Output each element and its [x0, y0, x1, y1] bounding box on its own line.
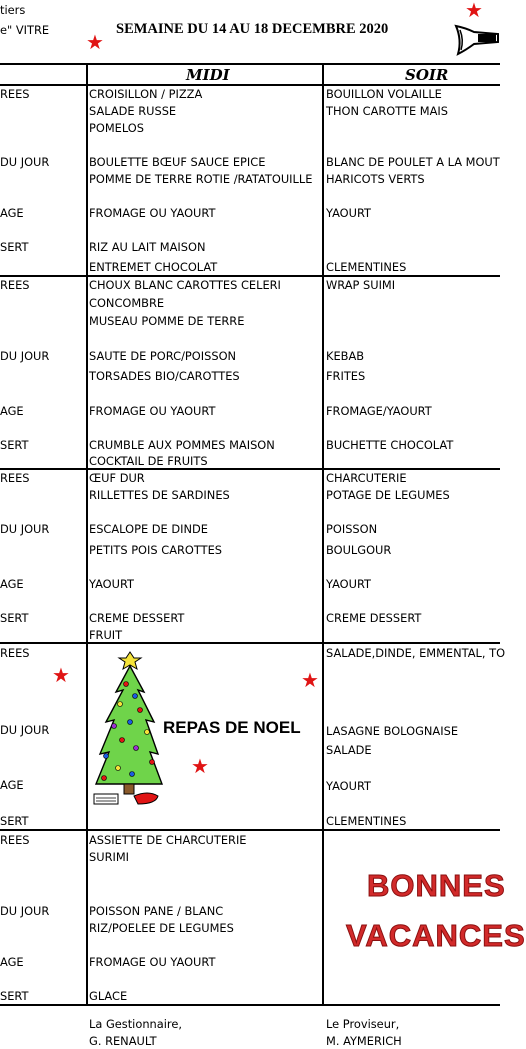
row-label-plat: DU JOUR: [0, 723, 50, 737]
menu-item: YAOURT: [326, 206, 372, 220]
row-label-plat: DU JOUR: [0, 522, 50, 536]
menu-item: GLACE: [89, 989, 128, 1003]
row-label-fromage: AGE: [0, 577, 24, 591]
row-label-plat: DU JOUR: [0, 349, 50, 363]
holiday-wish-line1: BONNES: [367, 868, 506, 903]
school-name-line2: e" VITRE: [0, 23, 50, 37]
row-label-entrees: REES: [0, 87, 30, 101]
menu-item: SALADE RUSSE: [89, 104, 177, 118]
menu-item: FROMAGE OU YAOURT: [89, 955, 216, 969]
holiday-wish-line2: VACANCES: [346, 918, 526, 953]
row-label-entrees: REES: [0, 833, 30, 847]
menu-item: CREME DESSERT: [89, 611, 185, 625]
row-label-entrees: REES: [0, 278, 30, 292]
menu-item: MUSEAU POMME DE TERRE: [89, 314, 245, 328]
menu-item: POMELOS: [89, 121, 144, 135]
menu-item: BUCHETTE CHOCOLAT: [326, 438, 454, 452]
menu-item: BLANC DE POULET A LA MOUT: [326, 155, 500, 169]
row-label-fromage: AGE: [0, 955, 24, 969]
menu-item: YAOURT: [326, 577, 372, 591]
grid-line: [0, 642, 500, 644]
row-label-plat: DU JOUR: [0, 904, 50, 918]
menu-item: HARICOTS VERTS: [326, 172, 425, 186]
menu-item: KEBAB: [326, 349, 365, 363]
menu-item: SURIMI: [89, 850, 130, 864]
menu-item: THON CAROTTE MAIS: [326, 104, 448, 118]
menu-item: POMME DE TERRE ROTIE /RATATOUILLE: [89, 172, 313, 186]
menu-item: TORSADES BIO/CAROTTES: [89, 369, 240, 383]
column-header-midi: MIDI: [186, 66, 230, 84]
menu-item: BOULGOUR: [326, 543, 392, 557]
menu-item: ŒUF DUR: [89, 471, 145, 485]
menu-item: FROMAGE/YAOURT: [326, 404, 432, 418]
menu-item: YAOURT: [89, 577, 135, 591]
menu-item: POISSON PANE / BLANC: [89, 904, 224, 918]
menu-item: FRITES: [326, 369, 366, 383]
menu-item: CRUMBLE AUX POMMES MAISON: [89, 438, 275, 452]
row-label-fromage: AGE: [0, 778, 24, 792]
row-label-dessert: SERT: [0, 814, 29, 828]
gestionnaire-title: La Gestionnaire,: [89, 1017, 182, 1031]
school-name-line1: tiers: [0, 3, 26, 17]
row-label-dessert: SERT: [0, 611, 29, 625]
row-label-dessert: SERT: [0, 989, 29, 1003]
star-icon: ★: [301, 668, 319, 692]
menu-item: SALADE,DINDE, EMMENTAL, TO: [326, 646, 506, 660]
menu-item: CHARCUTERIE: [326, 471, 407, 485]
grid-line: [86, 63, 88, 1005]
menu-item: CHOUX BLANC CAROTTES CELERI: [89, 278, 281, 292]
proviseur-name: M. AYMERICH: [326, 1034, 402, 1048]
grid-line: [322, 63, 324, 1005]
menu-item: ENTREMET CHOCOLAT: [89, 260, 218, 274]
menu-item: CROISILLON / PIZZA: [89, 87, 203, 101]
row-label-entrees: REES: [0, 646, 30, 660]
menu-item: FROMAGE OU YAOURT: [89, 206, 216, 220]
menu-item: CONCOMBRE: [89, 296, 165, 310]
menu-item: POISSON: [326, 522, 378, 536]
menu-item: FROMAGE OU YAOURT: [89, 404, 216, 418]
menu-item: CLEMENTINES: [326, 814, 407, 828]
special-meal-title: REPAS DE NOEL: [163, 718, 301, 737]
proviseur-title: Le Proviseur,: [326, 1017, 400, 1031]
row-label-fromage: AGE: [0, 206, 24, 220]
menu-item: PETITS POIS CAROTTES: [89, 543, 223, 557]
grid-line: [0, 63, 500, 65]
menu-item: ASSIETTE DE CHARCUTERIE: [89, 833, 247, 847]
menu-item: RILLETTES DE SARDINES: [89, 488, 230, 502]
menu-item: RIZ AU LAIT MAISON: [89, 240, 206, 254]
menu-item: LASAGNE BOLOGNAISE: [326, 724, 459, 738]
menu-item: BOULETTE BŒUF SAUCE EPICE: [89, 155, 266, 169]
menu-item: YAOURT: [326, 779, 372, 793]
menu-item: FRUIT: [89, 628, 123, 642]
grid-line: [0, 829, 500, 831]
menu-item: SALADE: [326, 743, 372, 757]
grid-line: [0, 84, 500, 86]
page-title: SEMAINE DU 14 AU 18 DECEMBRE 2020: [116, 21, 389, 37]
grid-line: [0, 468, 500, 470]
row-label-entrees: REES: [0, 471, 30, 485]
menu-item: WRAP SUIMI: [326, 278, 396, 292]
menu-item: CREME DESSERT: [326, 611, 422, 625]
column-header-soir: SOIR: [405, 66, 449, 84]
star-icon: ★: [191, 754, 209, 778]
gestionnaire-name: G. RENAULT: [89, 1034, 157, 1048]
star-icon: ★: [52, 663, 70, 687]
star-icon: ★: [86, 30, 104, 54]
star-icon: ★: [465, 0, 483, 22]
menu-item: ESCALOPE DE DINDE: [89, 522, 208, 536]
menu-item: POTAGE DE LEGUMES: [326, 488, 450, 502]
christmas-tree-icon: [92, 644, 164, 810]
menu-item: COCKTAIL DE FRUITS: [89, 454, 208, 468]
menu-item: RIZ/POELEE DE LEGUMES: [89, 921, 234, 935]
row-label-fromage: AGE: [0, 404, 24, 418]
menu-item: CLEMENTINES: [326, 260, 407, 274]
menu-item: BOUILLON VOLAILLE: [326, 87, 442, 101]
grid-line: [0, 1004, 500, 1006]
row-label-plat: DU JOUR: [0, 155, 50, 169]
trumpet-icon: [452, 20, 500, 60]
menu-item: SAUTE DE PORC/POISSON: [89, 349, 237, 363]
row-label-dessert: SERT: [0, 240, 29, 254]
grid-line: [0, 275, 500, 277]
row-label-dessert: SERT: [0, 438, 29, 452]
